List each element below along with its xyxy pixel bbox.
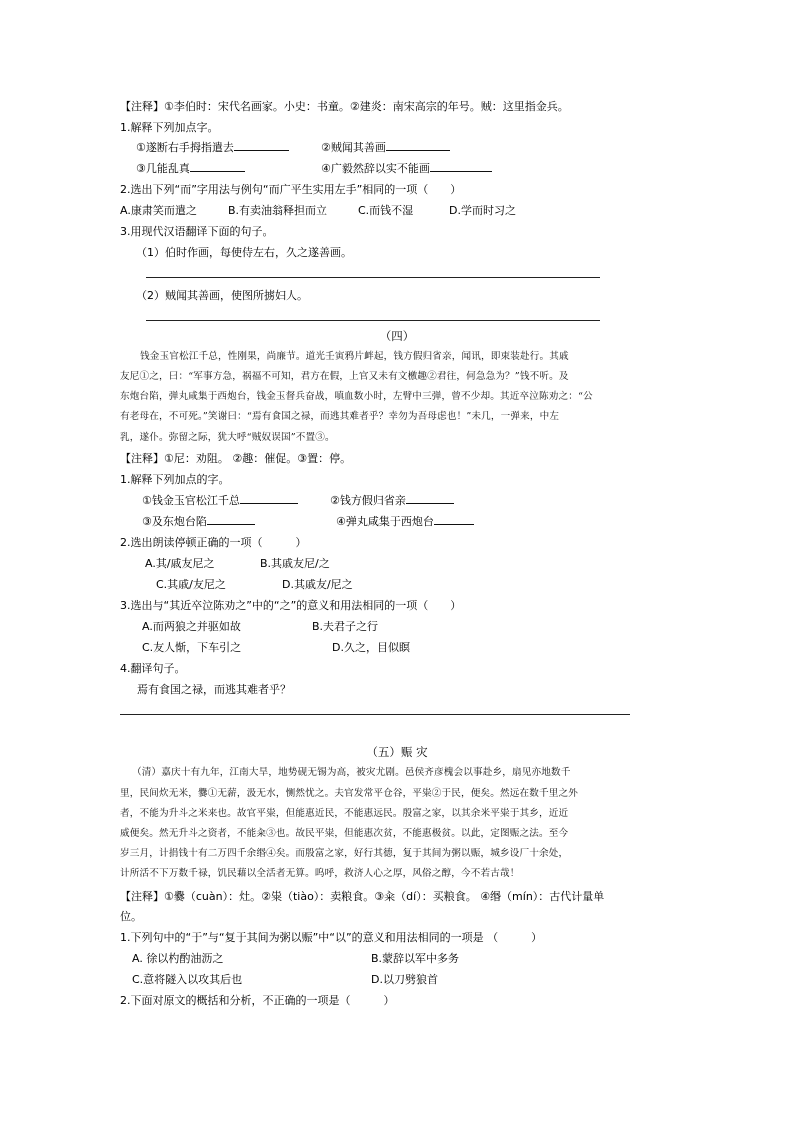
section3-q1-item-2: ②贼闻其善画: [321, 140, 450, 156]
answer-blank[interactable]: [430, 161, 492, 172]
section4-q1-item-2: ②钱方假归省亲: [330, 493, 454, 509]
section5-q1-option-d: D.以刀劈狼首: [371, 973, 438, 986]
answer-blank[interactable]: [386, 140, 450, 151]
section4-q1-item-4: ④弹丸咸集于西炮台: [336, 514, 474, 530]
answer-blank[interactable]: [240, 493, 298, 504]
section4-q1-item-1: ①钱金玉官松江千总: [142, 493, 298, 509]
section4-q2-option-b: B.其戚友尼/之: [260, 557, 330, 570]
section5-passage-line: （清）嘉庆十有九年，江南大旱，地势砚无锡为高，被灾尤剧。邑侯齐彦槐会以事赴乡，扇见亦地数千: [132, 767, 571, 778]
section5-passage-line: 计所活不下万数千禄，饥民藉以全活者无算。呜呼，救济人心之厚，风俗之醇，今不若古哉！: [120, 868, 520, 879]
section4-q1-item-3: ③及东炮台陷: [142, 514, 255, 530]
section5-passage-line: 里，民间炊无米，爨①无薪，汲无水，恻然忧之。夫官发常平仓谷，平粜②于民，便矣。然远在数千里之外: [120, 788, 578, 799]
answer-line[interactable]: [146, 277, 600, 278]
section4-q2-option-d: D.其戚友/尼之: [282, 578, 353, 591]
section4-q3-option-b: B.夫君子之行: [312, 620, 379, 633]
section3-q1-item-3: ③几能乱真: [136, 161, 245, 177]
section4-q2-prompt: 2.选出朗读停顿正确的一项（ ）: [120, 536, 307, 549]
section4-note: 【注释】①尼：劝阻。 ②趣：催促。③置：停。: [120, 452, 352, 465]
answer-blank[interactable]: [207, 514, 255, 525]
answer-blank[interactable]: [434, 514, 474, 525]
section5-q1-option-a: A. 徐以杓酌油沥之: [132, 952, 224, 965]
section3-q1-prompt: 1.解释下列加点字。: [120, 121, 219, 134]
answer-blank[interactable]: [190, 161, 245, 172]
section3-q2-option-a: A.康肃笑而遣之: [120, 204, 197, 217]
section3-note: 【注释】①李伯时：宋代名画家。小史：书童。②建炎：南宋高宗的年号。贼：这里指金兵。: [120, 100, 569, 113]
answer-line[interactable]: [120, 714, 630, 715]
section5-q2-prompt: 2.下面对原文的概括和分析，不正确的一项是（ ）: [120, 994, 395, 1007]
section3-q3-prompt: 3.用现代汉语翻译下面的句子。: [120, 225, 274, 238]
section3-q2-prompt: 2.选出下列“而”字用法与例句“而广平生实用左手”相同的一项（ ）: [120, 183, 462, 196]
section3-q2-option-b: B.有卖油翁释担而立: [228, 204, 328, 217]
section5-note-continued: 位。: [120, 910, 142, 923]
section4-q4-sentence: 焉有食国之禄，而逃其难者乎？: [137, 683, 291, 696]
section4-q4-prompt: 4.翻译句子。: [120, 662, 186, 675]
section4-q2-option-c: C.其戚/友尼之: [156, 578, 226, 591]
section4-passage-line: 钱金玉官松江千总，性刚果，尚廉节。道光壬寅鸦片衅起，钱方假归省亲，闻讯，即束装赴行。其戚: [140, 351, 569, 362]
answer-blank[interactable]: [406, 493, 454, 504]
section5-q1-option-b: B.蒙辞以军中多务: [371, 952, 460, 965]
section3-q1-item-4: ④广毅然辞以实不能画: [321, 161, 492, 177]
section4-passage-line: 东炮台陷，弹丸咸集于西炮台，钱金玉督兵奋战，嗔血数小时，左臂中三弹，曾不少却。其近卒泣陈劝之：“公: [120, 391, 593, 402]
section3-q3-item-1: （1）伯时作画，每使侍左右，久之遂善画。: [136, 246, 352, 259]
section5-passage-line: 者，不能为升斗之米来也。故官平粜，但能惠近民，不能惠远民。殷富之家，以其余米平粜于其乡，近近: [120, 808, 569, 819]
section4-q3-prompt: 3.选出与“其近卒泣陈劝之”中的“之”的意义和用法相同的一项（ ）: [120, 599, 462, 612]
section4-q3-option-a: A.而两狼之并驱如故: [142, 620, 241, 633]
section4-q3-option-c: C.友人惭，下车引之: [142, 641, 242, 654]
section4-passage-line: 乳，遂仆。弥留之际，犹大呼“贼奴误国”不置③。: [120, 432, 335, 443]
section3-q1-item-1: ①遂断右手拇指遣去: [136, 140, 289, 156]
section5-passage-line: 岁三月，计捐钱十有二万四千余缗④矣。而殷富之家，好行其德，复于其间为粥以赈，城乡设厂十余处，: [120, 848, 569, 859]
section4-q3-option-d: D.久之，目似瞑: [332, 641, 410, 654]
section3-q2-option-c: C.而钱不湿: [358, 204, 414, 217]
section4-title: （四）: [379, 329, 415, 343]
answer-blank[interactable]: [234, 140, 289, 151]
section3-q3-item-2: （2）贼闻其善画，使图所掳妇人。: [136, 289, 308, 302]
section5-title: （五）赈 灾: [366, 745, 428, 759]
section5-passage-line: 威便矣。然无升斗之资者，不能籴③也。故民平粜，但能惠次贫，不能惠极贫。以此，定图赈之法。至今: [120, 828, 569, 839]
section4-passage-line: 友尼①之，曰：“军事方急，祸福不可知，君方在假，上官又未有文檄趣②君往，何急急为？”钱不听。及: [120, 371, 569, 382]
section5-q1-option-c: C.意将隧入以攻其后也: [132, 973, 243, 986]
section5-note: 【注释】①爨（cuàn）：灶。②粜（tiào）：卖粮食。③籴（dí）：买粮食。 ④缗（mín）：古代计量单: [120, 890, 605, 903]
section4-passage-line: 有老母在，不可死。”笑谢曰：“焉有食国之禄，而逃其难者乎？幸勿为吾母虑也！”未几，一弹来，中左: [120, 411, 560, 422]
section4-q1-prompt: 1.解释下列加点的字。: [120, 473, 230, 486]
answer-line[interactable]: [146, 320, 600, 321]
section3-q2-option-d: D.学而时习之: [449, 204, 516, 217]
section4-q2-option-a: A.其/戚友尼之: [145, 557, 215, 570]
section5-q1-prompt: 1.下列句中的“于”与“复于其间为粥以赈”中“以”的意义和用法相同的一项是 （ ）: [120, 931, 543, 944]
